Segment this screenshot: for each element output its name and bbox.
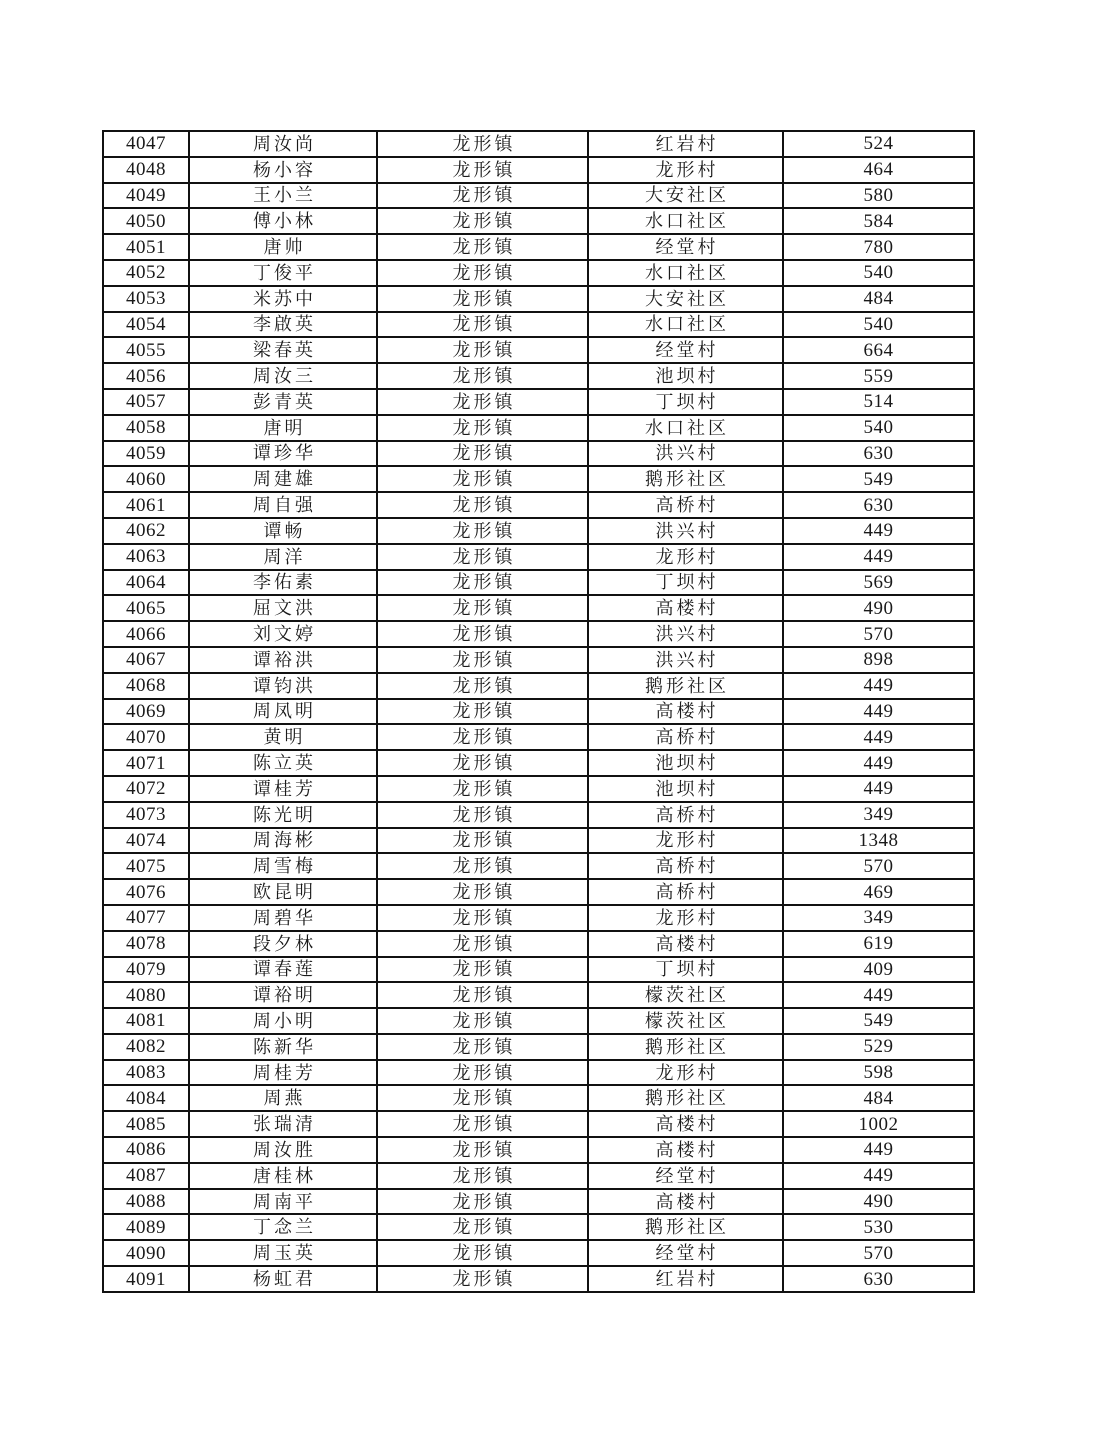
cell-person-name: 陈光明	[189, 802, 377, 828]
table-row	[103, 1085, 974, 1111]
cell-person-name: 米苏中	[189, 286, 377, 312]
cell-village: 高桥村	[588, 724, 783, 750]
cell-amount: 540	[783, 260, 974, 286]
cell-person-name: 陈新华	[189, 1034, 377, 1060]
table-row	[103, 183, 974, 209]
cell-person-name: 黄明	[189, 724, 377, 750]
cell-person-name: 周建雄	[189, 466, 377, 492]
cell-town: 龙形镇	[377, 750, 588, 776]
table-row	[103, 957, 974, 983]
cell-town: 龙形镇	[377, 905, 588, 931]
table-row	[103, 466, 974, 492]
cell-person-name: 唐桂林	[189, 1163, 377, 1189]
cell-amount: 530	[783, 1214, 974, 1240]
table-row	[103, 673, 974, 699]
cell-village: 水口社区	[588, 260, 783, 286]
cell-serial-number: 4076	[103, 879, 189, 905]
cell-town: 龙形镇	[377, 982, 588, 1008]
table-row	[103, 131, 974, 157]
cell-serial-number: 4079	[103, 957, 189, 983]
cell-person-name: 丁念兰	[189, 1214, 377, 1240]
cell-serial-number: 4052	[103, 260, 189, 286]
cell-town: 龙形镇	[377, 1189, 588, 1215]
cell-town: 龙形镇	[377, 157, 588, 183]
cell-amount: 449	[783, 982, 974, 1008]
cell-amount: 449	[783, 776, 974, 802]
cell-amount: 449	[783, 673, 974, 699]
cell-amount: 1002	[783, 1111, 974, 1137]
cell-serial-number: 4086	[103, 1137, 189, 1163]
cell-serial-number: 4055	[103, 337, 189, 363]
cell-serial-number: 4054	[103, 312, 189, 338]
cell-village: 龙形村	[588, 544, 783, 570]
table-row	[103, 234, 974, 260]
table-row	[103, 1008, 974, 1034]
cell-person-name: 谭珍华	[189, 441, 377, 467]
records-table	[102, 130, 975, 1293]
cell-person-name: 丁俊平	[189, 260, 377, 286]
cell-village: 水口社区	[588, 208, 783, 234]
cell-village: 丁坝村	[588, 389, 783, 415]
cell-village: 红岩村	[588, 1266, 783, 1292]
cell-serial-number: 4057	[103, 389, 189, 415]
cell-serial-number: 4060	[103, 466, 189, 492]
cell-serial-number: 4090	[103, 1240, 189, 1266]
table-row	[103, 750, 974, 776]
cell-amount: 409	[783, 957, 974, 983]
cell-village: 高楼村	[588, 1189, 783, 1215]
cell-serial-number: 4071	[103, 750, 189, 776]
cell-amount: 1348	[783, 828, 974, 854]
cell-person-name: 谭裕明	[189, 982, 377, 1008]
table-row	[103, 853, 974, 879]
cell-serial-number: 4073	[103, 802, 189, 828]
cell-town: 龙形镇	[377, 234, 588, 260]
table-row	[103, 157, 974, 183]
cell-person-name: 周桂芳	[189, 1060, 377, 1086]
table-row	[103, 879, 974, 905]
cell-person-name: 周自强	[189, 492, 377, 518]
table-row	[103, 570, 974, 596]
cell-town: 龙形镇	[377, 699, 588, 725]
cell-serial-number: 4048	[103, 157, 189, 183]
cell-village: 池坝村	[588, 363, 783, 389]
cell-village: 龙形村	[588, 1060, 783, 1086]
cell-person-name: 唐明	[189, 415, 377, 441]
cell-village: 水口社区	[588, 312, 783, 338]
table-row	[103, 1189, 974, 1215]
cell-person-name: 周凤明	[189, 699, 377, 725]
cell-person-name: 陈立英	[189, 750, 377, 776]
cell-village: 经堂村	[588, 1240, 783, 1266]
cell-town: 龙形镇	[377, 724, 588, 750]
cell-village: 高楼村	[588, 1111, 783, 1137]
table-row	[103, 1060, 974, 1086]
cell-amount: 580	[783, 183, 974, 209]
cell-town: 龙形镇	[377, 389, 588, 415]
cell-person-name: 彭青英	[189, 389, 377, 415]
cell-village: 大安社区	[588, 286, 783, 312]
table-row	[103, 982, 974, 1008]
cell-town: 龙形镇	[377, 1240, 588, 1266]
cell-village: 鹅形社区	[588, 673, 783, 699]
cell-town: 龙形镇	[377, 621, 588, 647]
table-row	[103, 286, 974, 312]
cell-amount: 630	[783, 441, 974, 467]
cell-town: 龙形镇	[377, 1060, 588, 1086]
cell-town: 龙形镇	[377, 647, 588, 673]
cell-town: 龙形镇	[377, 286, 588, 312]
cell-village: 鹅形社区	[588, 466, 783, 492]
cell-town: 龙形镇	[377, 441, 588, 467]
cell-amount: 490	[783, 1189, 974, 1215]
cell-amount: 559	[783, 363, 974, 389]
cell-serial-number: 4087	[103, 1163, 189, 1189]
cell-town: 龙形镇	[377, 595, 588, 621]
cell-amount: 449	[783, 724, 974, 750]
cell-person-name: 周汝三	[189, 363, 377, 389]
cell-amount: 570	[783, 621, 974, 647]
cell-serial-number: 4047	[103, 131, 189, 157]
cell-village: 鹅形社区	[588, 1214, 783, 1240]
cell-town: 龙形镇	[377, 1266, 588, 1292]
table-row	[103, 828, 974, 854]
cell-person-name: 周小明	[189, 1008, 377, 1034]
cell-serial-number: 4062	[103, 518, 189, 544]
table-row	[103, 1137, 974, 1163]
cell-town: 龙形镇	[377, 208, 588, 234]
cell-amount: 349	[783, 802, 974, 828]
table-row	[103, 415, 974, 441]
cell-town: 龙形镇	[377, 776, 588, 802]
cell-town: 龙形镇	[377, 802, 588, 828]
cell-town: 龙形镇	[377, 131, 588, 157]
cell-village: 龙形村	[588, 905, 783, 931]
cell-amount: 630	[783, 492, 974, 518]
cell-village: 大安社区	[588, 183, 783, 209]
cell-amount: 570	[783, 1240, 974, 1266]
cell-town: 龙形镇	[377, 518, 588, 544]
cell-village: 鹅形社区	[588, 1085, 783, 1111]
cell-amount: 484	[783, 286, 974, 312]
cell-town: 龙形镇	[377, 957, 588, 983]
table-row	[103, 802, 974, 828]
cell-village: 高楼村	[588, 595, 783, 621]
table-row	[103, 260, 974, 286]
table-row	[103, 441, 974, 467]
table-row	[103, 363, 974, 389]
cell-person-name: 唐帅	[189, 234, 377, 260]
cell-amount: 484	[783, 1085, 974, 1111]
table-row	[103, 931, 974, 957]
cell-serial-number: 4051	[103, 234, 189, 260]
cell-person-name: 周燕	[189, 1085, 377, 1111]
cell-serial-number: 4070	[103, 724, 189, 750]
cell-town: 龙形镇	[377, 415, 588, 441]
cell-village: 高桥村	[588, 802, 783, 828]
cell-village: 经堂村	[588, 234, 783, 260]
cell-village: 经堂村	[588, 1163, 783, 1189]
cell-serial-number: 4083	[103, 1060, 189, 1086]
cell-village: 经堂村	[588, 337, 783, 363]
cell-amount: 514	[783, 389, 974, 415]
cell-town: 龙形镇	[377, 931, 588, 957]
cell-person-name: 谭畅	[189, 518, 377, 544]
cell-amount: 449	[783, 1137, 974, 1163]
cell-village: 池坝村	[588, 776, 783, 802]
cell-serial-number: 4072	[103, 776, 189, 802]
cell-amount: 570	[783, 853, 974, 879]
cell-serial-number: 4069	[103, 699, 189, 725]
cell-village: 池坝村	[588, 750, 783, 776]
cell-serial-number: 4049	[103, 183, 189, 209]
cell-town: 龙形镇	[377, 260, 588, 286]
cell-village: 高桥村	[588, 492, 783, 518]
table-row	[103, 208, 974, 234]
cell-village: 檬茨社区	[588, 1008, 783, 1034]
cell-amount: 469	[783, 879, 974, 905]
cell-person-name: 刘文婷	[189, 621, 377, 647]
cell-person-name: 杨小容	[189, 157, 377, 183]
cell-amount: 664	[783, 337, 974, 363]
cell-town: 龙形镇	[377, 363, 588, 389]
cell-amount: 549	[783, 1008, 974, 1034]
cell-amount: 449	[783, 699, 974, 725]
cell-amount: 780	[783, 234, 974, 260]
cell-serial-number: 4091	[103, 1266, 189, 1292]
cell-person-name: 屈文洪	[189, 595, 377, 621]
table-row	[103, 905, 974, 931]
cell-amount: 349	[783, 905, 974, 931]
cell-serial-number: 4056	[103, 363, 189, 389]
cell-amount: 619	[783, 931, 974, 957]
cell-amount: 524	[783, 131, 974, 157]
cell-village: 龙形村	[588, 157, 783, 183]
cell-serial-number: 4078	[103, 931, 189, 957]
cell-village: 高楼村	[588, 1137, 783, 1163]
cell-person-name: 谭钧洪	[189, 673, 377, 699]
cell-serial-number: 4088	[103, 1189, 189, 1215]
cell-amount: 598	[783, 1060, 974, 1086]
table-row	[103, 337, 974, 363]
table-row	[103, 595, 974, 621]
cell-person-name: 王小兰	[189, 183, 377, 209]
cell-village: 高桥村	[588, 853, 783, 879]
cell-amount: 584	[783, 208, 974, 234]
table-row	[103, 518, 974, 544]
cell-amount: 449	[783, 544, 974, 570]
cell-person-name: 杨虹君	[189, 1266, 377, 1292]
cell-village: 龙形村	[588, 828, 783, 854]
cell-person-name: 李佑素	[189, 570, 377, 596]
cell-serial-number: 4080	[103, 982, 189, 1008]
cell-person-name: 周碧华	[189, 905, 377, 931]
cell-town: 龙形镇	[377, 183, 588, 209]
table-row	[103, 621, 974, 647]
cell-town: 龙形镇	[377, 337, 588, 363]
cell-village: 丁坝村	[588, 957, 783, 983]
cell-amount: 464	[783, 157, 974, 183]
cell-serial-number: 4075	[103, 853, 189, 879]
cell-person-name: 谭春莲	[189, 957, 377, 983]
cell-village: 洪兴村	[588, 621, 783, 647]
cell-person-name: 周南平	[189, 1189, 377, 1215]
cell-person-name: 欧昆明	[189, 879, 377, 905]
cell-town: 龙形镇	[377, 1111, 588, 1137]
cell-town: 龙形镇	[377, 1085, 588, 1111]
cell-town: 龙形镇	[377, 879, 588, 905]
cell-person-name: 谭裕洪	[189, 647, 377, 673]
cell-town: 龙形镇	[377, 466, 588, 492]
cell-serial-number: 4085	[103, 1111, 189, 1137]
cell-town: 龙形镇	[377, 312, 588, 338]
table-row	[103, 544, 974, 570]
table-row	[103, 1163, 974, 1189]
cell-amount: 529	[783, 1034, 974, 1060]
cell-serial-number: 4061	[103, 492, 189, 518]
cell-village: 洪兴村	[588, 441, 783, 467]
cell-town: 龙形镇	[377, 570, 588, 596]
cell-serial-number: 4059	[103, 441, 189, 467]
cell-amount: 898	[783, 647, 974, 673]
table-row	[103, 1034, 974, 1060]
cell-serial-number: 4089	[103, 1214, 189, 1240]
cell-person-name: 周海彬	[189, 828, 377, 854]
table-row	[103, 492, 974, 518]
cell-serial-number: 4063	[103, 544, 189, 570]
cell-serial-number: 4084	[103, 1085, 189, 1111]
cell-person-name: 李啟英	[189, 312, 377, 338]
cell-village: 鹅形社区	[588, 1034, 783, 1060]
cell-person-name: 梁春英	[189, 337, 377, 363]
cell-village: 高楼村	[588, 699, 783, 725]
cell-person-name: 谭桂芳	[189, 776, 377, 802]
cell-person-name: 周汝尚	[189, 131, 377, 157]
cell-person-name: 傅小林	[189, 208, 377, 234]
cell-person-name: 周汝胜	[189, 1137, 377, 1163]
table-row	[103, 1111, 974, 1137]
cell-serial-number: 4082	[103, 1034, 189, 1060]
records-table-body	[103, 131, 974, 1292]
cell-serial-number: 4081	[103, 1008, 189, 1034]
cell-serial-number: 4077	[103, 905, 189, 931]
table-row	[103, 1240, 974, 1266]
table-row	[103, 1214, 974, 1240]
cell-amount: 449	[783, 1163, 974, 1189]
cell-person-name: 张瑞清	[189, 1111, 377, 1137]
cell-village: 水口社区	[588, 415, 783, 441]
table-row	[103, 724, 974, 750]
cell-amount: 569	[783, 570, 974, 596]
cell-serial-number: 4067	[103, 647, 189, 673]
cell-amount: 540	[783, 312, 974, 338]
cell-serial-number: 4068	[103, 673, 189, 699]
table-row	[103, 1266, 974, 1292]
cell-town: 龙形镇	[377, 673, 588, 699]
cell-person-name: 周洋	[189, 544, 377, 570]
cell-amount: 549	[783, 466, 974, 492]
cell-village: 高桥村	[588, 879, 783, 905]
cell-person-name: 周雪梅	[189, 853, 377, 879]
cell-serial-number: 4066	[103, 621, 189, 647]
cell-town: 龙形镇	[377, 1214, 588, 1240]
cell-amount: 540	[783, 415, 974, 441]
cell-village: 洪兴村	[588, 647, 783, 673]
cell-person-name: 段夕林	[189, 931, 377, 957]
cell-person-name: 周玉英	[189, 1240, 377, 1266]
cell-town: 龙形镇	[377, 544, 588, 570]
table-row	[103, 389, 974, 415]
cell-serial-number: 4050	[103, 208, 189, 234]
cell-amount: 630	[783, 1266, 974, 1292]
table-row	[103, 699, 974, 725]
cell-town: 龙形镇	[377, 1163, 588, 1189]
cell-serial-number: 4053	[103, 286, 189, 312]
cell-town: 龙形镇	[377, 853, 588, 879]
cell-village: 洪兴村	[588, 518, 783, 544]
cell-amount: 490	[783, 595, 974, 621]
cell-village: 红岩村	[588, 131, 783, 157]
cell-serial-number: 4058	[103, 415, 189, 441]
cell-town: 龙形镇	[377, 1008, 588, 1034]
cell-amount: 449	[783, 750, 974, 776]
cell-town: 龙形镇	[377, 1137, 588, 1163]
cell-town: 龙形镇	[377, 828, 588, 854]
table-row	[103, 647, 974, 673]
cell-amount: 449	[783, 518, 974, 544]
cell-serial-number: 4065	[103, 595, 189, 621]
cell-village: 丁坝村	[588, 570, 783, 596]
cell-town: 龙形镇	[377, 1034, 588, 1060]
cell-village: 檬茨社区	[588, 982, 783, 1008]
cell-village: 高楼村	[588, 931, 783, 957]
cell-serial-number: 4074	[103, 828, 189, 854]
table-row	[103, 312, 974, 338]
cell-town: 龙形镇	[377, 492, 588, 518]
table-row	[103, 776, 974, 802]
cell-serial-number: 4064	[103, 570, 189, 596]
